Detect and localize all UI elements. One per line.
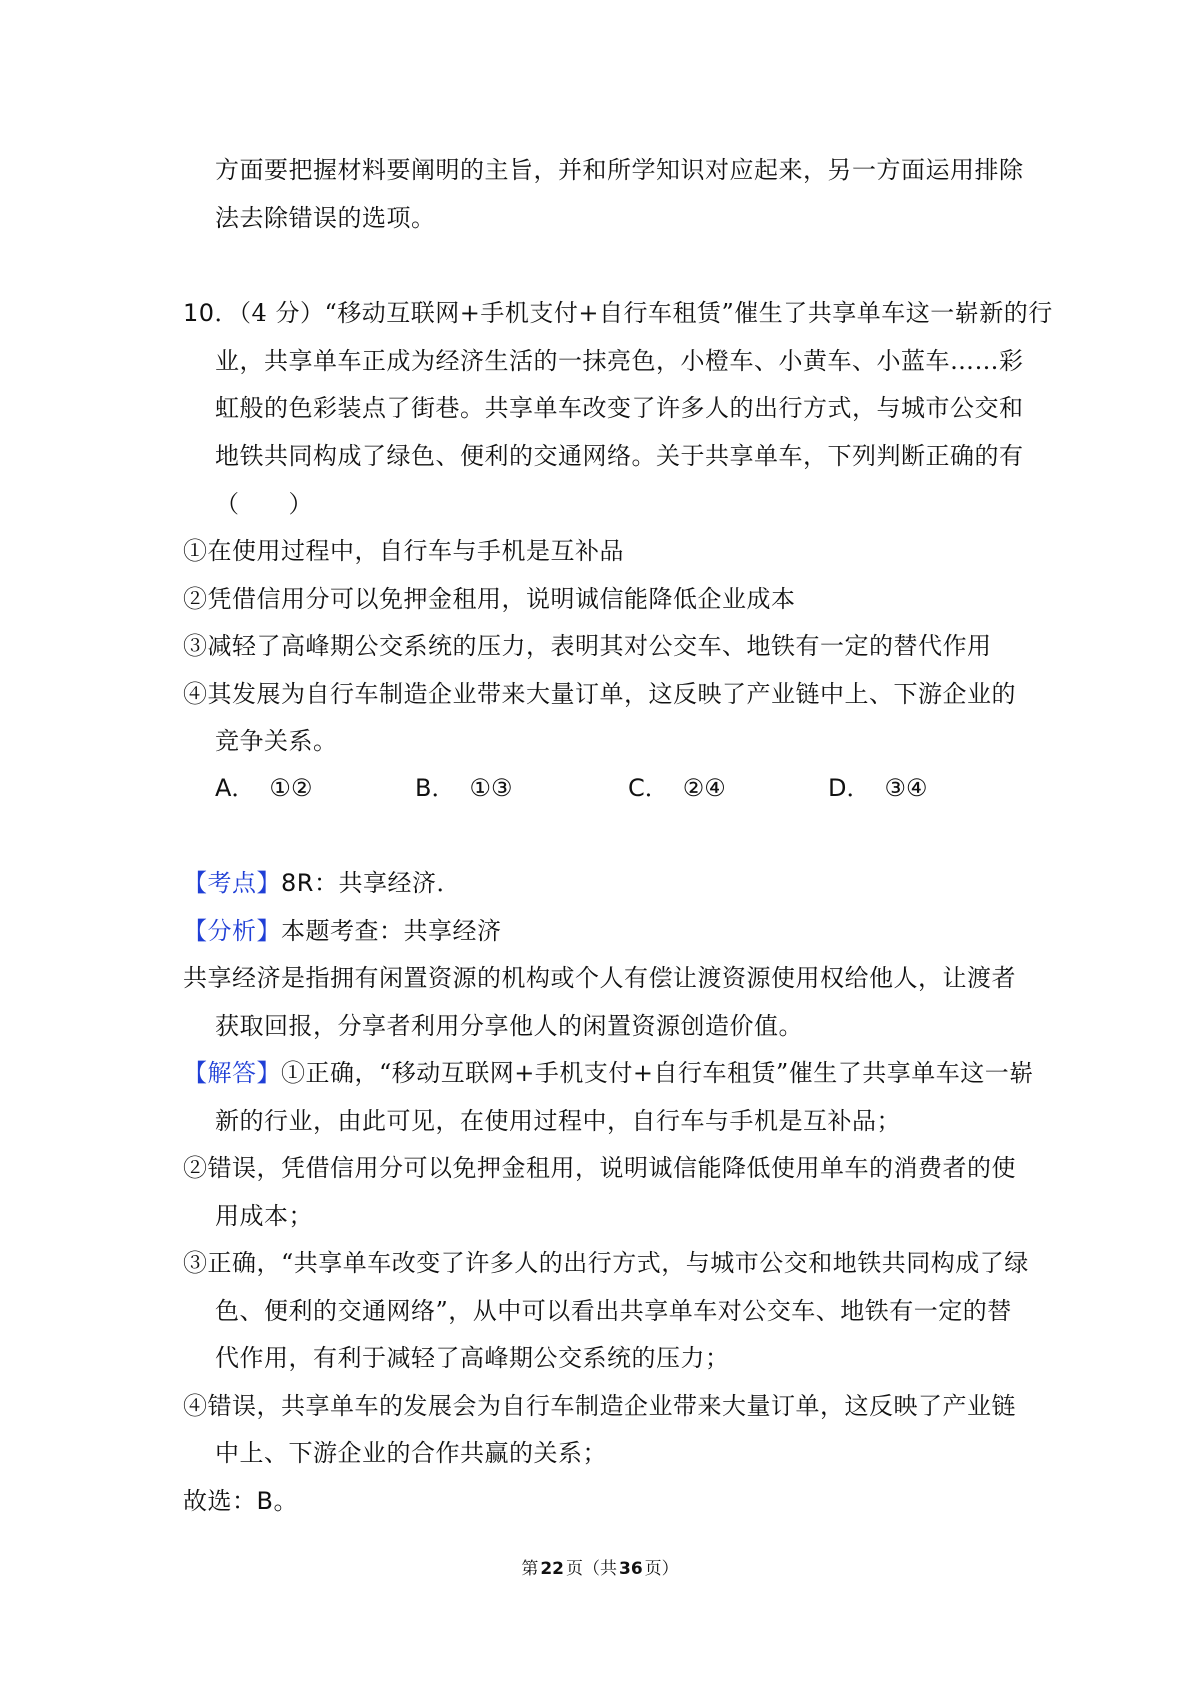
option-a-value: ①② [269,774,313,802]
final-prefix: 故选： [183,1487,257,1515]
definition-line-1: 共享经济是指拥有闲置资源的机构或个人有偿让渡资源使用权给他人，让渡者 [183,964,1016,992]
explanation-3-line-2: 色、便利的交通网络”，从中可以看出共享单车对公交车、地铁有一定的替 [215,1297,1012,1325]
footer-post: 页） [644,1559,679,1579]
question-stem-text: “移动互联网+手机支付+自行车租赁”催生了共享单车这一崭新的行 [324,299,1053,327]
question-points: （4 分） [239,299,325,327]
option-c-value: ②④ [682,774,726,802]
option-b-value: ①③ [469,774,513,802]
kaodian-text: ：共享经济． [313,869,461,897]
option-a [215,773,312,803]
fenxi-tag: 【分析】 [183,917,281,945]
footer-mid: 页（共 [566,1559,617,1579]
statement-3: ③减轻了高峰期公交系统的压力，表明其对公交车、地铁有一定的替代作用 [183,632,992,660]
explanation-2-line-1: ②错误，凭借信用分可以免押金租用，说明诚信能降低使用单车的消费者的使 [183,1154,1016,1182]
option-d-key: D． [828,774,871,802]
final-answer [183,1486,298,1516]
answer-blank: （ ） [215,490,313,518]
explanation-3-line-1: ③正确，“共享单车改变了许多人的出行方式，与城市公交和地铁共同构成了绿 [183,1249,1029,1277]
definition-line-2: 获取回报，分享者利用分享他人的闲置资源创造价值。 [215,1012,803,1040]
kaodian-line [183,868,461,898]
fenxi-line [183,916,502,946]
option-c [628,773,726,803]
option-a-key: A． [215,774,256,802]
option-b-key: B． [415,774,456,802]
jieda-text: ①正确，“移动互联网+手机支付+自行车租赁”催生了共享单车这一崭 [281,1059,1034,1087]
statement-2: ②凭借信用分可以免押金租用，说明诚信能降低企业成本 [183,585,796,613]
option-d-value: ③④ [884,774,928,802]
final-suffix: 。 [273,1487,298,1515]
page-footer [0,1558,1200,1580]
footer-page-number: 22 [540,1559,564,1579]
explanation-4-line-1: ④错误，共享单车的发展会为自行车制造企业带来大量订单，这反映了产业链 [183,1392,1016,1420]
option-b [415,773,513,803]
jieda-line-1 [183,1058,1034,1088]
kaodian-code: 8R [281,869,314,897]
question-stem-line-1 [183,298,1053,328]
option-d [828,773,928,803]
question-stem-line-4: 地铁共同构成了绿色、便利的交通网络。关于共享单车，下列判断正确的有 [215,442,1024,470]
statement-4-continued: 竞争关系。 [215,727,338,755]
jieda-tag: 【解答】 [183,1059,281,1087]
statement-4: ④其发展为自行车制造企业带来大量订单，这反映了产业链中上、下游企业的 [183,680,1016,708]
final-choice: B [256,1487,274,1515]
option-c-key: C． [628,774,669,802]
explanation-2-line-2: 用成本； [215,1202,313,1230]
question-number: 10． [183,299,240,327]
kaodian-tag: 【考点】 [183,869,281,897]
question-stem-line-2: 业，共享单车正成为经济生活的一抹亮色，小橙车、小黄车、小蓝车……彩 [215,347,1024,375]
intro-line-1: 方面要把握材料要阐明的主旨，并和所学知识对应起来，另一方面运用排除 [215,156,1024,184]
intro-line-2: 法去除错误的选项。 [215,204,436,232]
footer-pre: 第 [521,1559,539,1579]
question-stem-line-3: 虹般的色彩装点了街巷。共享单车改变了许多人的出行方式，与城市公交和 [215,394,1024,422]
jieda-line-2: 新的行业，由此可见，在使用过程中，自行车与手机是互补品； [215,1107,901,1135]
fenxi-text: 本题考查：共享经济 [281,917,502,945]
statement-1: ①在使用过程中，自行车与手机是互补品 [183,537,624,565]
explanation-4-line-2: 中上、下游企业的合作共赢的关系； [215,1439,607,1467]
footer-total-pages: 36 [619,1559,643,1579]
explanation-3-line-3: 代作用，有利于减轻了高峰期公交系统的压力； [215,1344,730,1372]
